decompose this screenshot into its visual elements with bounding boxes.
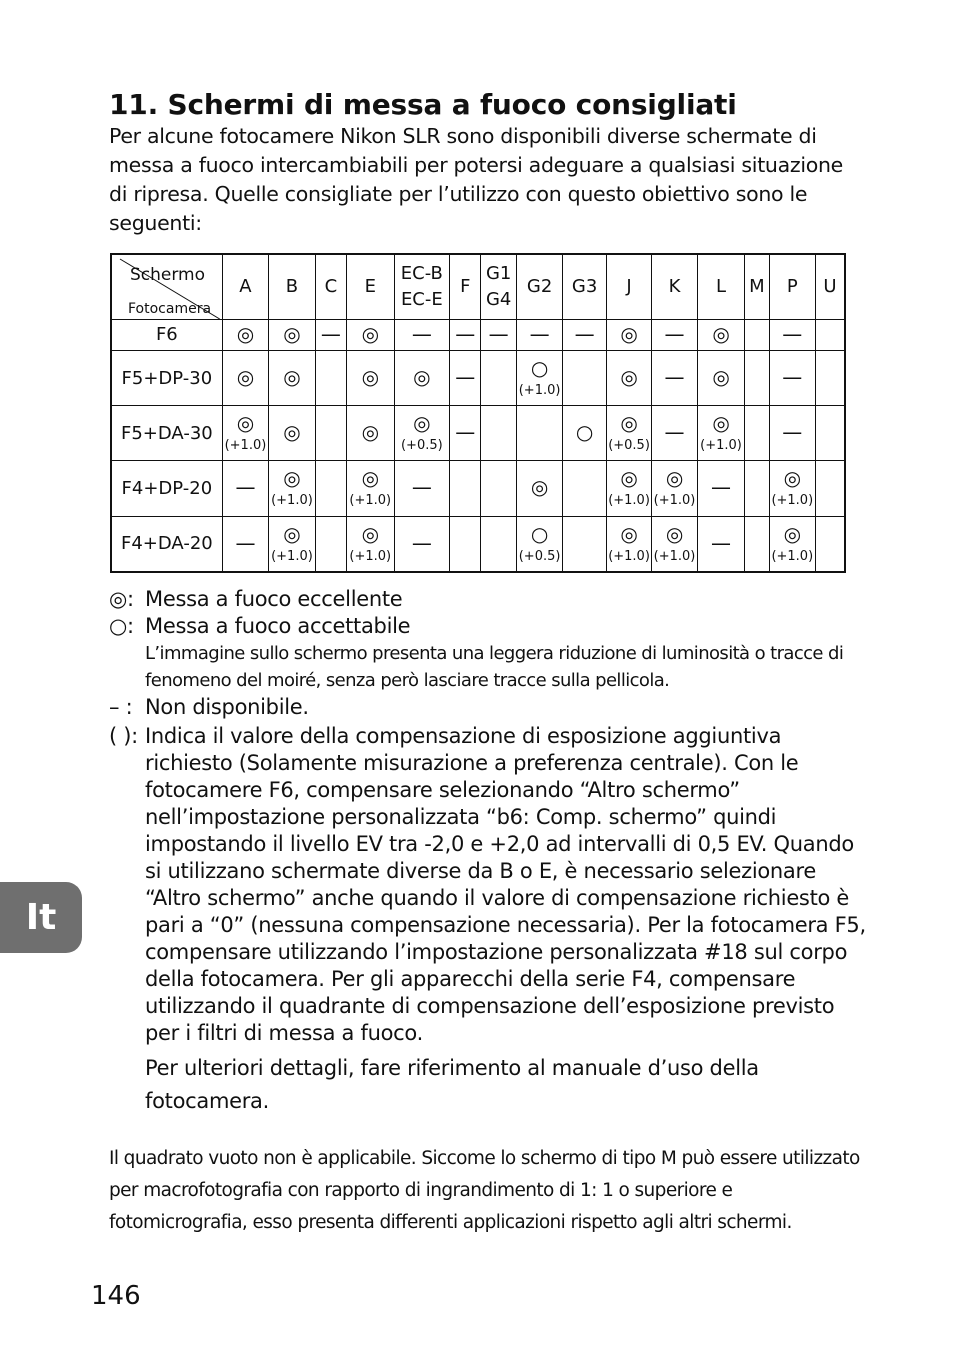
table-cell (745, 516, 769, 572)
table-cell (347, 320, 395, 351)
column-header: A (222, 254, 269, 320)
column-header: B (269, 254, 316, 320)
column-header: G3 (563, 254, 606, 320)
legend-paren-key: ( ): (109, 724, 138, 748)
rating-symbol-icon: ◎ (413, 411, 431, 436)
rating-symbol-icon: ◎ (361, 365, 380, 390)
table-cell (516, 350, 563, 405)
camera-label: F4+DP-20 (111, 461, 222, 516)
page-number: 146 (91, 1281, 141, 1311)
table-cell (816, 320, 845, 351)
legend-acceptable (109, 613, 869, 694)
rating-symbol-icon: ◎ (620, 521, 638, 546)
table-cell (516, 461, 563, 516)
rating-symbol-icon: ◎ (620, 321, 638, 346)
section-heading: 11. Schermi di messa a fuoco consigliati (109, 88, 737, 121)
compensation-value: (+0.5) (518, 548, 561, 564)
table-cell (652, 516, 697, 572)
camera-label: F4+DA-20 (111, 516, 222, 572)
table-cell (745, 320, 769, 351)
footnote: Il quadrato vuoto non è applicabile. Siccome lo schermo di tipo M può essere utilizzato per macrofotografia con rapporto di ingrandimento di 1: 1 o superiore e fotomicrografia, esso presenta differenti applicazioni rispetto agli altri schermi. (109, 1148, 860, 1233)
table-cell (516, 516, 563, 572)
table-cell (315, 350, 346, 405)
rating-symbol-icon: ◎ (413, 365, 431, 390)
legend-dash-key: – : (109, 695, 133, 719)
table-cell (606, 320, 651, 351)
table-cell (269, 320, 316, 351)
table-cell (481, 461, 516, 516)
legend-not-available-text: Non disponibile. (145, 695, 309, 719)
table-cell (606, 516, 651, 572)
rating-symbol-icon: — (411, 530, 432, 555)
column-header: P (769, 254, 816, 320)
rating-symbol-icon: — (411, 321, 432, 346)
table-cell (222, 320, 269, 351)
rating-symbol-icon: ◎ (620, 411, 638, 436)
table-cell (606, 406, 651, 461)
compensation-value: (+0.5) (400, 438, 443, 454)
table-cell (450, 320, 481, 351)
table-row (111, 516, 845, 572)
column-header: U (816, 254, 845, 320)
rating-symbol-icon: ◎ (783, 521, 802, 546)
table-cell (481, 406, 516, 461)
table-cell (450, 406, 481, 461)
table-cell (315, 320, 346, 351)
table-cell (347, 461, 395, 516)
acceptable-symbol-icon: ○: (109, 614, 134, 638)
table-cell (222, 516, 269, 572)
table-cell (315, 406, 346, 461)
rating-symbol-icon: — (574, 321, 595, 346)
rating-symbol-icon: — (711, 530, 732, 555)
table-cell (769, 516, 816, 572)
rating-symbol-icon: ◎ (361, 321, 380, 346)
table-cell (697, 461, 745, 516)
corner-screen-label: Schermo (130, 265, 206, 285)
column-header: F (450, 254, 481, 320)
table-cell (816, 516, 845, 572)
table-cell (450, 461, 481, 516)
table-corner-cell (111, 254, 222, 320)
table-cell (697, 320, 745, 351)
corner-camera-label: Fotocamera (128, 301, 212, 317)
table-cell (347, 406, 395, 461)
legend-parentheses-text: Indica il valore della compensazione di esposizione aggiuntiva richiesto (Solamente misurazione a preferenza centrale). Con le fotocamere F6, compensare selezionando “Altro schermo” nell’impostazione personalizzata “b6: Comp. schermo” quindi impostando il livello EV tra -2,0 e +2,0 ad intervalli di 0,5 EV. Quando si utilizzano schermate diverse da B o E, è necessario selezionare “Altro schermo” anche quando il valore di compensazione richiesto è pari a “0” (nessuna compensazione necessaria). Per la fotocamera F5, compensare utilizzando l’impostazione personalizzata #18 sul corpo della fotocamera. Per gli apparecchi della serie F4, compensare utilizzando il quadrante di compensazione dell’esposizione previsto per i filtri di messa a fuoco. (145, 724, 866, 1045)
rating-symbol-icon: — (664, 420, 685, 445)
table-cell (481, 516, 516, 572)
rating-symbol-icon: — (664, 321, 685, 346)
table-header-row (111, 254, 845, 320)
legend-acceptable-note: L’immagine sullo schermo presenta una leggera riduzione di luminosità o tracce di fenomeno del moiré, senza però lasciare tracce sulla pellicola. (145, 643, 844, 691)
table-row (111, 406, 845, 461)
compensation-value: (+1.0) (653, 548, 696, 564)
table-cell (450, 350, 481, 405)
table-cell (769, 350, 816, 405)
table-row (111, 320, 845, 351)
table-cell (394, 516, 450, 572)
table-cell (269, 516, 316, 572)
rating-symbol-icon: — (664, 365, 685, 390)
table-cell (394, 350, 450, 405)
column-header: E (347, 254, 395, 320)
legend-details: Per ulteriori dettagli, fare riferimento al manuale d’uso della fotocamera. (145, 1056, 759, 1113)
table-cell (222, 406, 269, 461)
rating-symbol-icon: ◎ (530, 475, 549, 500)
rating-symbol-icon: ◎ (236, 365, 255, 390)
compensation-value: (+1.0) (700, 438, 742, 454)
table-cell (315, 461, 346, 516)
rating-symbol-icon: ◎ (283, 466, 301, 491)
rating-symbol-icon: ○ (530, 521, 549, 546)
table-cell (745, 406, 769, 461)
table-cell (745, 350, 769, 405)
rating-symbol-icon: ◎ (620, 466, 638, 491)
rating-symbol-icon: — (782, 321, 803, 346)
rating-symbol-icon: ◎ (283, 420, 301, 445)
table-cell (563, 461, 606, 516)
compensation-value: (+1.0) (224, 438, 267, 454)
rating-symbol-icon: — (455, 321, 476, 346)
table-cell (394, 406, 450, 461)
rating-symbol-icon: — (529, 321, 550, 346)
rating-symbol-icon: ◎ (361, 420, 380, 445)
table-cell (563, 320, 606, 351)
table-cell (697, 406, 745, 461)
compensation-value: (+1.0) (349, 493, 392, 509)
column-header: K (652, 254, 697, 320)
rating-symbol-icon: — (411, 475, 432, 500)
table-cell (269, 461, 316, 516)
rating-symbol-icon: — (320, 321, 341, 346)
table-cell (347, 516, 395, 572)
camera-label: F5+DA-30 (111, 406, 222, 461)
table-cell (563, 516, 606, 572)
table-row (111, 350, 845, 405)
table-cell (269, 406, 316, 461)
rating-symbol-icon: ◎ (283, 365, 301, 390)
column-header: G2 (516, 254, 563, 320)
table-cell (745, 461, 769, 516)
compensation-value: (+1.0) (271, 493, 313, 509)
rating-symbol-icon: ○ (575, 420, 594, 445)
rating-symbol-icon: ◎ (236, 411, 255, 436)
rating-symbol-icon: — (711, 475, 732, 500)
legend-not-available (109, 694, 869, 721)
camera-label: F5+DP-30 (111, 350, 222, 405)
rating-symbol-icon: — (235, 475, 256, 500)
column-header: L (697, 254, 745, 320)
legend-excellent-text: Messa a fuoco eccellente (145, 587, 403, 611)
table-cell (516, 320, 563, 351)
table-cell (563, 406, 606, 461)
table-cell (481, 320, 516, 351)
table-cell (394, 461, 450, 516)
column-header: M (745, 254, 769, 320)
rating-symbol-icon: — (782, 420, 803, 445)
table-cell (652, 320, 697, 351)
legend-parentheses (109, 723, 869, 1047)
table-cell (606, 350, 651, 405)
rating-symbol-icon: ◎ (712, 411, 730, 436)
table-cell (769, 320, 816, 351)
table-body (111, 320, 845, 573)
table-cell (347, 350, 395, 405)
table-cell (315, 516, 346, 572)
rating-symbol-icon: ◎ (665, 466, 684, 491)
compensation-value: (+1.0) (771, 548, 814, 564)
table-cell (652, 406, 697, 461)
table-cell (394, 320, 450, 351)
rating-symbol-icon: ◎ (712, 321, 730, 346)
excellent-symbol-icon: ◎: (109, 587, 134, 611)
rating-symbol-icon: ○ (530, 356, 549, 381)
table-cell (269, 350, 316, 405)
rating-symbol-icon: ◎ (283, 521, 301, 546)
rating-symbol-icon: — (782, 365, 803, 390)
table-cell (606, 461, 651, 516)
table-cell (697, 516, 745, 572)
rating-symbol-icon: ◎ (361, 466, 380, 491)
rating-symbol-icon: — (235, 530, 256, 555)
table-cell (816, 406, 845, 461)
table-row (111, 461, 845, 516)
language-tab: It (0, 882, 82, 953)
rating-symbol-icon: — (455, 365, 476, 390)
table-cell (697, 350, 745, 405)
legend-excellent (109, 586, 869, 613)
compensation-value: (+0.5) (608, 438, 650, 454)
legend (109, 586, 869, 1118)
rating-symbol-icon: ◎ (236, 321, 255, 346)
compensation-value: (+1.0) (608, 493, 650, 509)
table-cell (222, 350, 269, 405)
column-header: EC-B EC-E (394, 254, 450, 320)
column-header: C (315, 254, 346, 320)
table-cell (769, 406, 816, 461)
rating-symbol-icon: ◎ (665, 521, 684, 546)
compensation-value: (+1.0) (271, 548, 313, 564)
compensation-value: (+1.0) (349, 548, 392, 564)
table-cell (481, 350, 516, 405)
legend-acceptable-text: Messa a fuoco accettabile (145, 614, 411, 638)
rating-symbol-icon: ◎ (783, 466, 802, 491)
rating-symbol-icon: ◎ (361, 521, 380, 546)
table-cell (769, 461, 816, 516)
table-cell (652, 350, 697, 405)
table-cell (816, 350, 845, 405)
table-cell (816, 461, 845, 516)
rating-symbol-icon: ◎ (620, 365, 638, 390)
camera-label: F6 (111, 320, 222, 351)
compensation-value: (+1.0) (518, 383, 561, 399)
table-cell (516, 406, 563, 461)
intro-paragraph: Per alcune fotocamere Nikon SLR sono disponibili diverse schermate di messa a fuoco intercambiabili per potersi adeguare a qualsiasi situazione di ripresa. Quelle consigliate per l’utilizzo con questo obiettivo sono le seguenti: (109, 124, 843, 235)
table-cell (222, 461, 269, 516)
compensation-value: (+1.0) (771, 493, 814, 509)
column-header: J (606, 254, 651, 320)
rating-symbol-icon: — (455, 420, 476, 445)
rating-symbol-icon: — (488, 321, 509, 346)
compensation-value: (+1.0) (608, 548, 650, 564)
compensation-value: (+1.0) (653, 493, 696, 509)
table-cell (450, 516, 481, 572)
focusing-screen-table (110, 253, 846, 573)
rating-symbol-icon: ◎ (712, 365, 730, 390)
rating-symbol-icon: ◎ (283, 321, 301, 346)
table-cell (563, 350, 606, 405)
table-cell (652, 461, 697, 516)
column-header: G1 G4 (481, 254, 516, 320)
